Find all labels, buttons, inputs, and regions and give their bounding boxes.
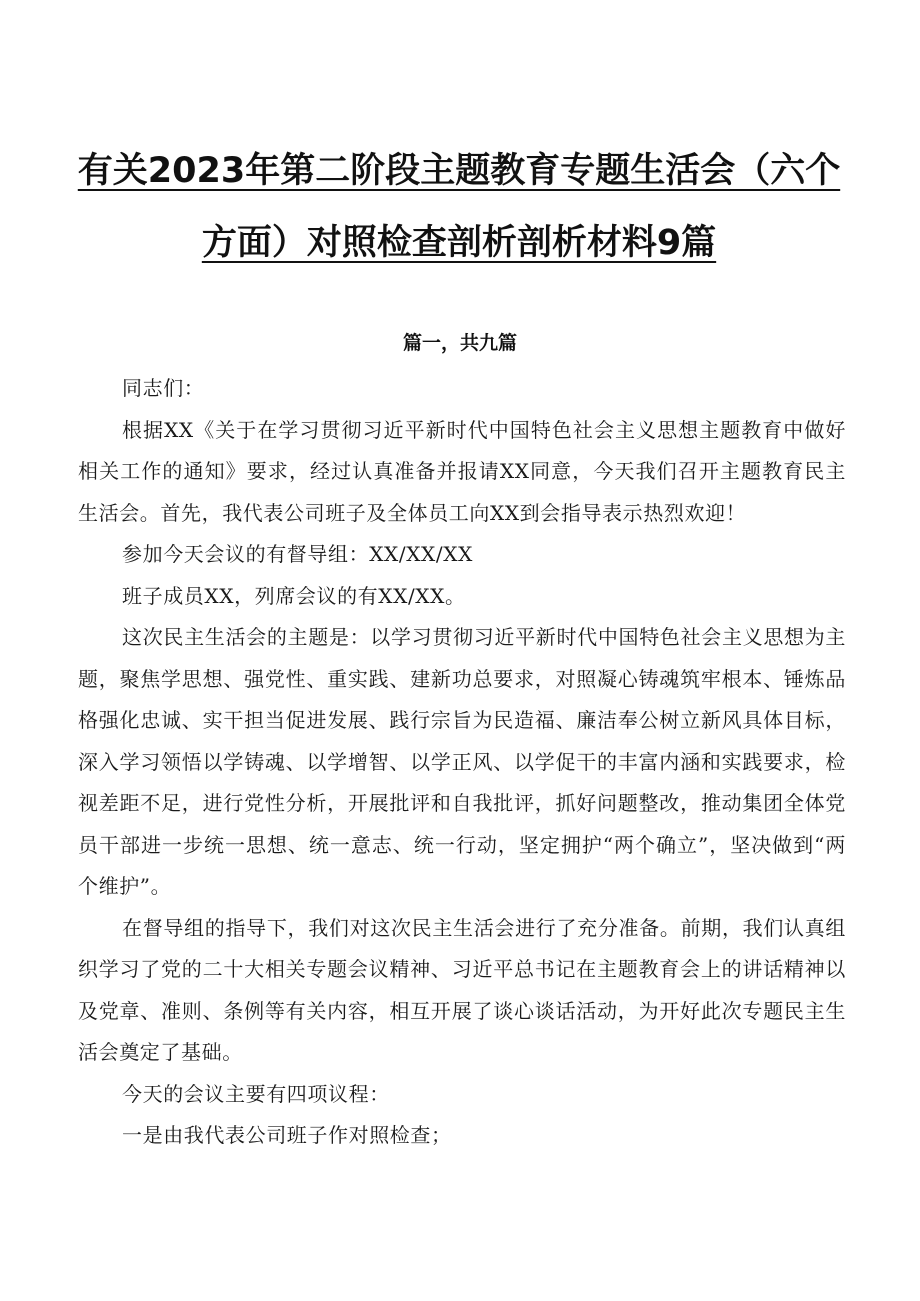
body-paragraph: 一是由我代表公司班子作对照检查； — [122, 1123, 452, 1147]
chapter-heading: 篇一，共九篇 — [402, 332, 517, 354]
body-paragraph: 这次民主生活会的主题是：以学习贯彻习近平新时代中国特色社会主义思想为主题，聚焦学思想、强党性、重实践、建新功总要求，对照凝心铸魂筑牢根本、锤炼品格强化忠诚、实干担当促进发展、践行宗旨为民造福、廉洁奉公树立新风具体目标，深入学习领悟以学铸魂、以学增智、以学正风、以学促干的丰富内涵和实践要求，检视差距不足，进行党性分析，开展批评和自我批评，抓好问题整改，推动集团全体党员干部进一步统一思想、统一意志、统一行动，坚定拥护“两个确立”，坚决做到“两个维护”。 — [78, 625, 846, 898]
greeting-paragraph: 同志们： — [122, 376, 205, 400]
document-body — [78, 368, 846, 1157]
body-paragraph: 根据XX《关于在学习贯彻习近平新时代中国特色社会主义思想主题教育中做好相关工作的通知》要求，经过认真准备并报请XX同意，今天我们召开主题教育民主生活会。首先，我代表公司班子及全体员工向XX到会指导表示热烈欢迎！ — [78, 417, 846, 525]
body-paragraph: 在督导组的指导下，我们对这次民主生活会进行了充分准备。前期，我们认真组织学习了党的二十大相关专题会议精神、习近平总书记在主题教育会上的讲话精神以及党章、准则、条例等有关内容，相互开展了谈心谈话活动，为开好此次专题民主生活会奠定了基础。 — [78, 915, 846, 1064]
body-paragraph: 今天的会议主要有四项议程： — [122, 1081, 390, 1106]
body-paragraph: 班子成员XX，列席会议的有XX/XX。 — [122, 583, 466, 608]
body-paragraph: 参加今天会议的有督导组：XX/XX/XX — [122, 542, 473, 566]
document-title: 有关2023年第二阶段主题教育专题生活会（六个方面）对照检查剖析剖析材料9篇 — [77, 151, 841, 263]
